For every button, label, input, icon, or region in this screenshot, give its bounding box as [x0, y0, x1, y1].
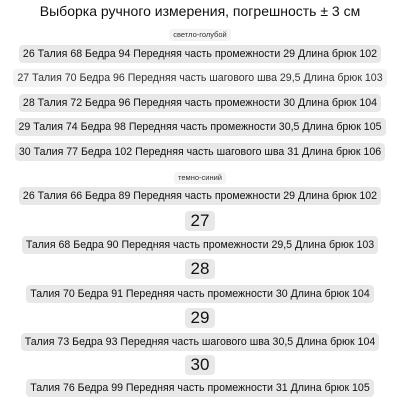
section-label-row — [0, 24, 400, 42]
table-row — [0, 93, 400, 112]
table-row — [0, 44, 400, 63]
table-row — [0, 235, 400, 254]
table-row — [0, 284, 400, 303]
table-row — [0, 142, 400, 161]
table-row — [0, 378, 400, 397]
size-number: 29 — [185, 308, 216, 328]
table-row — [0, 68, 400, 87]
size-number: 30 — [185, 355, 216, 375]
section-label-dark-blue: темно-синий — [174, 172, 226, 184]
size-heading-row — [0, 355, 400, 375]
measurement-row: 28 Талия 72 Бедра 96 Передняя часть промежности 30 Длина брюк 104 — [19, 94, 381, 112]
measurement-row: 30 Талия 77 Бедра 102 Передняя часть шагового шва 31 Длина брюк 106 — [15, 143, 385, 161]
measurement-row: 29 Талия 74 Бедра 98 Передняя часть промежности 30,5 Длина брюк 105 — [15, 118, 386, 136]
page-title: Выборка ручного измерения, погрешность ± 3 см — [39, 3, 361, 19]
measurement-row: Талия 73 Бедра 93 Передняя часть шагового шва 30,5 Длина брюк 104 — [21, 333, 379, 351]
section-label-row — [0, 167, 400, 185]
measurement-row: Талия 76 Бедра 99 Передняя часть промежности 31 Длина брюк 105 — [26, 379, 373, 397]
measurement-row: 27 Талия 70 Бедра 96 Передняя часть шагового шва 29,5 Длина брюк 103 — [13, 69, 386, 87]
measurement-row: Талия 70 Бедра 91 Передняя часть промежности 30 Длина брюк 104 — [26, 285, 373, 303]
table-row — [0, 117, 400, 136]
size-number: 28 — [185, 259, 216, 279]
size-heading-row — [0, 259, 400, 279]
table-row — [0, 332, 400, 351]
measurement-row: Талия 68 Бедра 90 Передняя часть промежности 29,5 Длина брюк 103 — [22, 236, 378, 254]
section-label-light-blue: светло-голубой — [169, 29, 230, 41]
size-heading-row — [0, 308, 400, 328]
size-number: 27 — [185, 211, 216, 231]
measurement-row: 26 Талия 68 Бедра 94 Передняя часть промежности 29 Длина брюк 102 — [19, 45, 381, 63]
size-heading-row — [0, 211, 400, 231]
measurement-row: 26 Талия 66 Бедра 89 Передняя часть промежности 29 Длина брюк 102 — [19, 187, 381, 205]
table-row — [0, 186, 400, 205]
